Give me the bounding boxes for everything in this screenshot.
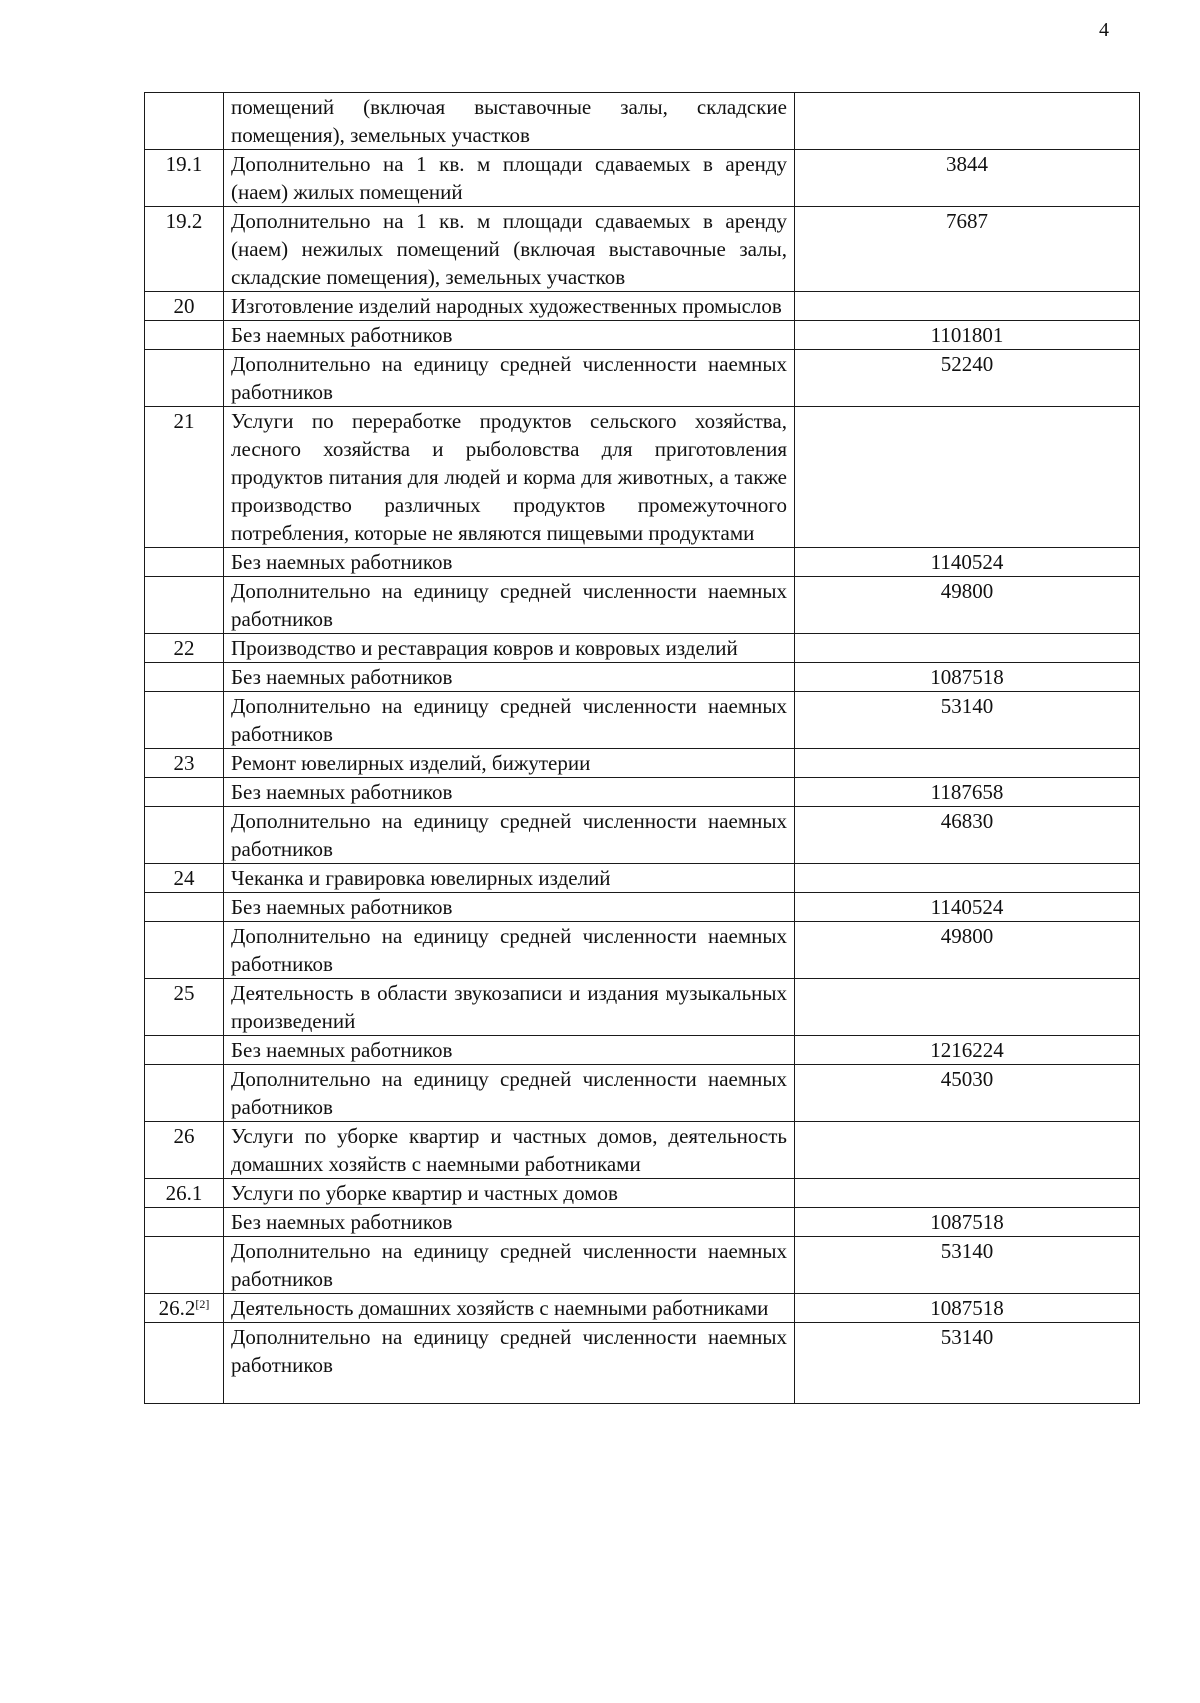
row-value: 1087518 [795, 663, 1140, 692]
row-number-cell [145, 979, 224, 1036]
row-description: Дополнительно на 1 кв. м площади сдаваемых в аренду (наем) нежилых помещений (включая выставочные залы, складские помещения), земельных участков [224, 207, 795, 292]
table-row [145, 1122, 1140, 1179]
row-number-cell [145, 1036, 224, 1065]
row-value [795, 749, 1140, 778]
row-number: 26.1 [165, 1181, 203, 1205]
row-value [795, 979, 1140, 1036]
row-number: 23 [173, 751, 195, 775]
table-row [145, 407, 1140, 548]
row-value [795, 407, 1140, 548]
row-description: Дополнительно на единицу средней численности наемных работников [224, 577, 795, 634]
row-value: 49800 [795, 577, 1140, 634]
table-row [145, 350, 1140, 407]
row-description: Дополнительно на единицу средней численности наемных работников [224, 922, 795, 979]
row-value [795, 292, 1140, 321]
table-row [145, 692, 1140, 749]
row-description: Деятельность в области звукозаписи и издания музыкальных произведений [224, 979, 795, 1036]
row-description: Деятельность домашних хозяйств с наемными работниками [224, 1294, 795, 1323]
row-number-cell [145, 864, 224, 893]
table-row [145, 634, 1140, 663]
table-row [145, 893, 1140, 922]
row-description: Без наемных работников [224, 1036, 795, 1065]
row-description: помещений (включая выставочные залы, складские помещения), земельных участков [224, 93, 795, 150]
row-number-cell [145, 577, 224, 634]
row-number-cell [145, 548, 224, 577]
row-value: 53140 [795, 1323, 1140, 1404]
row-number: 25 [173, 981, 195, 1005]
row-number: 19.1 [165, 152, 203, 176]
table-row [145, 548, 1140, 577]
table-row [145, 807, 1140, 864]
row-number: 20 [173, 294, 195, 318]
row-description: Изготовление изделий народных художественных промыслов [224, 292, 795, 321]
row-description: Дополнительно на единицу средней численности наемных работников [224, 1065, 795, 1122]
tariff-table [144, 92, 1140, 1404]
row-value: 1087518 [795, 1294, 1140, 1323]
row-value: 49800 [795, 922, 1140, 979]
row-number: 24 [173, 866, 195, 890]
row-value: 1101801 [795, 321, 1140, 350]
table-row [145, 778, 1140, 807]
row-value [795, 634, 1140, 663]
row-value: 7687 [795, 207, 1140, 292]
table-row [145, 577, 1140, 634]
table-row [145, 1323, 1140, 1404]
row-value: 46830 [795, 807, 1140, 864]
row-description: Услуги по переработке продуктов сельского хозяйства, лесного хозяйства и рыболовства для приготовления продуктов питания для людей и корма для животных, а также производство различных продуктов промежуточного потребления, которые не являются пищевыми продуктами [224, 407, 795, 548]
row-description: Дополнительно на единицу средней численности наемных работников [224, 692, 795, 749]
row-number-cell [145, 634, 224, 663]
table-row [145, 321, 1140, 350]
row-value: 1140524 [795, 548, 1140, 577]
row-value: 53140 [795, 692, 1140, 749]
table-row [145, 1179, 1140, 1208]
row-description: Без наемных работников [224, 548, 795, 577]
table-body [145, 93, 1140, 1404]
row-value: 1140524 [795, 893, 1140, 922]
row-number-cell [145, 1208, 224, 1237]
row-number-cell [145, 150, 224, 207]
row-number-cell [145, 749, 224, 778]
row-description: Без наемных работников [224, 663, 795, 692]
row-number-cell [145, 1122, 224, 1179]
row-value: 53140 [795, 1237, 1140, 1294]
row-description: Дополнительно на единицу средней численности наемных работников [224, 807, 795, 864]
table-row [145, 749, 1140, 778]
row-number-cell [145, 922, 224, 979]
row-description: Услуги по уборке квартир и частных домов, деятельность домашних хозяйств с наемными работниками [224, 1122, 795, 1179]
row-number-cell [145, 1237, 224, 1294]
row-number-cell [145, 807, 224, 864]
row-value [795, 864, 1140, 893]
row-number: 26 [173, 1124, 195, 1148]
row-number-cell [145, 321, 224, 350]
row-value [795, 1179, 1140, 1208]
row-description: Дополнительно на единицу средней численности наемных работников [224, 350, 795, 407]
table-row [145, 1294, 1140, 1323]
row-description: Дополнительно на 1 кв. м площади сдаваемых в аренду (наем) жилых помещений [224, 150, 795, 207]
row-number: 26.2 [158, 1296, 196, 1320]
row-number-cell [145, 1323, 224, 1404]
row-value: 1087518 [795, 1208, 1140, 1237]
row-description: Чеканка и гравировка ювелирных изделий [224, 864, 795, 893]
row-description: Ремонт ювелирных изделий, бижутерии [224, 749, 795, 778]
row-number: 19.2 [165, 209, 203, 233]
row-description: Без наемных работников [224, 1208, 795, 1237]
table-row [145, 1208, 1140, 1237]
row-value: 1187658 [795, 778, 1140, 807]
table-row [145, 1065, 1140, 1122]
table-row [145, 150, 1140, 207]
table-row [145, 922, 1140, 979]
row-number-cell [145, 350, 224, 407]
row-number-cell [145, 1294, 224, 1323]
footnote-ref: [2] [195, 1297, 210, 1311]
row-number-cell [145, 692, 224, 749]
row-description: Без наемных работников [224, 893, 795, 922]
table-row [145, 292, 1140, 321]
row-number-cell [145, 1179, 224, 1208]
row-number-cell [145, 207, 224, 292]
row-number-cell [145, 663, 224, 692]
table-row [145, 207, 1140, 292]
row-number-cell [145, 407, 224, 548]
table-row [145, 1036, 1140, 1065]
row-number-cell [145, 778, 224, 807]
table-row [145, 979, 1140, 1036]
table-row [145, 1237, 1140, 1294]
row-number-cell [145, 1065, 224, 1122]
row-value: 3844 [795, 150, 1140, 207]
row-value [795, 93, 1140, 150]
row-number: 22 [173, 636, 195, 660]
row-description: Дополнительно на единицу средней численности наемных работников [224, 1323, 795, 1404]
row-value: 1216224 [795, 1036, 1140, 1065]
row-value: 45030 [795, 1065, 1140, 1122]
row-description: Производство и реставрация ковров и ковровых изделий [224, 634, 795, 663]
table-row [145, 663, 1140, 692]
row-description: Дополнительно на единицу средней численности наемных работников [224, 1237, 795, 1294]
table-row [145, 864, 1140, 893]
table-row [145, 93, 1140, 150]
page-number: 4 [1099, 19, 1109, 41]
row-description: Без наемных работников [224, 321, 795, 350]
row-number-cell [145, 893, 224, 922]
row-description: Без наемных работников [224, 778, 795, 807]
row-number-cell [145, 292, 224, 321]
row-number-cell [145, 93, 224, 150]
row-description: Услуги по уборке квартир и частных домов [224, 1179, 795, 1208]
row-value: 52240 [795, 350, 1140, 407]
row-number: 21 [173, 409, 195, 433]
row-value [795, 1122, 1140, 1179]
